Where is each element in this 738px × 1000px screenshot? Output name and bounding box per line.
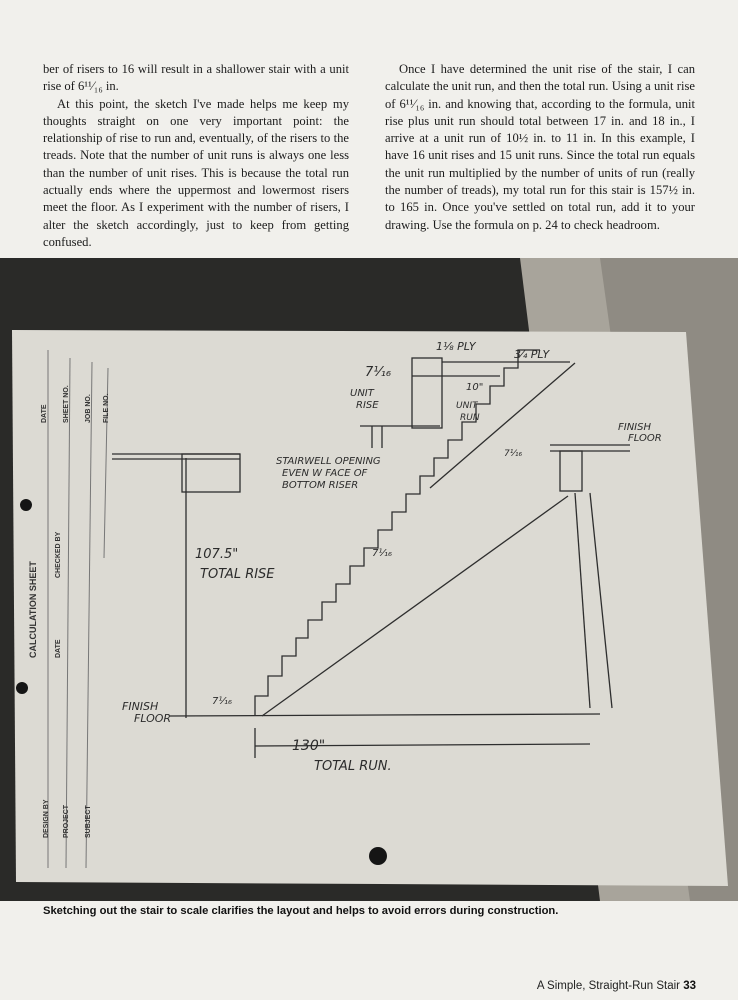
right-text-column bbox=[385, 61, 695, 234]
form-label-checked-by: CHECKED BY bbox=[55, 531, 62, 578]
total-run-label: TOTAL RUN. bbox=[314, 759, 392, 774]
paragraph: ber of risers to 16 will result in a shallower stair with a unit rise of 6¹¹⁄₁₆ in. bbox=[43, 62, 349, 94]
unit-run-label-2: RUN bbox=[460, 413, 480, 423]
stairwell-note-3: BOTTOM RISER bbox=[282, 480, 359, 491]
unit-rise-label-1: UNIT bbox=[350, 388, 374, 399]
binder-hole bbox=[369, 847, 387, 865]
finish-floor-bottom-2: FLOOR bbox=[134, 712, 172, 725]
form-label-subject: SUBJECT bbox=[85, 805, 92, 838]
binder-hole bbox=[16, 682, 28, 694]
binder-hole bbox=[20, 499, 32, 511]
top-step-rise: 7¹⁄₁₆ bbox=[504, 449, 523, 459]
bottom-step-rise: 7¹⁄₁₆ bbox=[212, 696, 233, 707]
finish-floor-top-1: FINISH bbox=[618, 422, 651, 433]
stairwell-note-2: EVEN W FACE OF bbox=[282, 468, 368, 479]
page-number: 33 bbox=[683, 980, 696, 992]
stair-sketch-photo bbox=[0, 258, 738, 901]
ply-label-2: 3⁄₄ PLY bbox=[514, 348, 550, 361]
unit-run-value: 10" bbox=[466, 382, 484, 393]
form-label-file-no: FILE NO. bbox=[103, 393, 110, 423]
form-title: CALCULATION SHEET bbox=[28, 561, 38, 658]
calculation-sheet bbox=[12, 330, 728, 886]
mid-step-rise: 7¹⁄₁₆ bbox=[372, 548, 393, 559]
total-rise-label: TOTAL RISE bbox=[200, 567, 275, 582]
form-label-job-no: JOB NO. bbox=[85, 394, 92, 423]
left-text-column bbox=[43, 61, 349, 251]
finish-floor-bottom-1: FINISH bbox=[122, 700, 159, 713]
running-footer-title: A Simple, Straight-Run Stair bbox=[536, 980, 680, 992]
total-rise-value: 107.5" bbox=[195, 547, 239, 562]
form-label-project: PROJECT bbox=[63, 804, 70, 838]
paragraph: Once I have determined the unit rise of the stair, I can calculate the unit run, and then the total run. Using a unit rise of 6¹¹⁄₁₆ in. and knowing that, according to the formula, unit rise plus unit run should total between 17 in. and 18 in., I arrive at a unit run of 10½ in. to 11 in. In this example, I have 16 unit rises and 15 unit runs. Since the total run equals the unit run multiplied by the number of units of run (really the number of treads), my total run for this stair is 157½ in. to 165 in. Once you've settled on total run, add it to your drawing. Use the formula on p. 24 to check headroom. bbox=[385, 62, 695, 232]
stairwell-note-1: STAIRWELL OPENING bbox=[276, 456, 381, 467]
ply-label-1: 1⅛ PLY bbox=[436, 340, 476, 353]
top-unit-rise-label: 7¹⁄₁₆ bbox=[365, 365, 392, 380]
unit-run-label-1: UNIT bbox=[456, 401, 478, 411]
unit-rise-label-2: RISE bbox=[356, 400, 379, 411]
paragraph: At this point, the sketch I've made helps me keep my thoughts straight on one very important point: the relationship of rise to run and, eventually, of the risers to the treads. Note that the number of unit runs is always one less than the number of unit rises. This is because the total run actually ends where the uppermost and lowermost risers meet the floor. As I experiment with the number of risers, I alter the sketch accordingly, just to keep from getting confused. bbox=[43, 96, 349, 249]
form-label-design-by: DESIGN BY bbox=[43, 799, 50, 838]
photo-caption: Sketching out the stair to scale clarifies the layout and helps to avoid errors during construction. bbox=[43, 905, 559, 917]
form-label-date: DATE bbox=[55, 639, 62, 658]
form-label-sheet-no: SHEET NO. bbox=[63, 385, 70, 423]
form-label-date-top: DATE bbox=[41, 404, 48, 423]
finish-floor-top-2: FLOOR bbox=[628, 433, 662, 444]
total-run-value: 130" bbox=[292, 738, 326, 754]
